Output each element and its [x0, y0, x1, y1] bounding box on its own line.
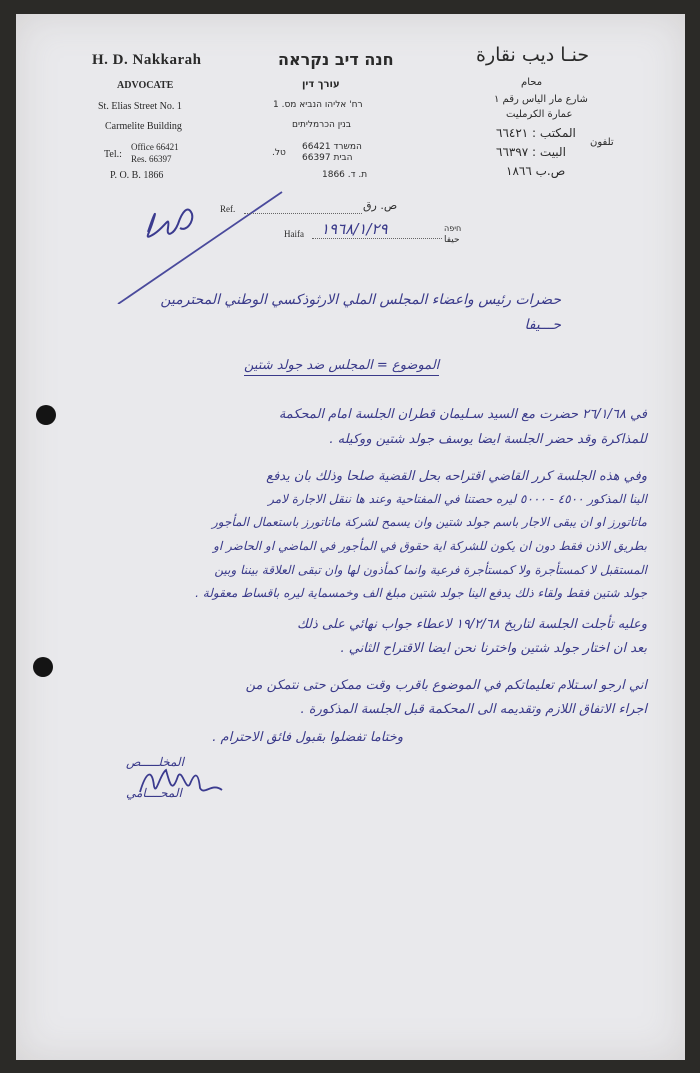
letterhead-title-ar: محام	[521, 77, 543, 88]
letterhead-title-en: ADVOCATE	[117, 80, 174, 91]
paragraph-2-line-5: المستقبل لا كمستأجرة ولا كمستأجرة فرعية وانما كمأذون لها وان تبقى العلاقة بيننا وبين	[214, 563, 647, 577]
haifa-label-he: חיפה	[444, 224, 462, 233]
paragraph-2-line-6: جولد شتين فقط ولقاء ذلك يدفع الينا جولد شتين مبلغ الف وخمسماية ليره باقساط معقولة .	[195, 586, 647, 600]
letterhead-pob-he: ת. ד. 1866	[322, 170, 368, 180]
ref-dotted-line	[244, 213, 362, 214]
letterhead-building-he: בנין הכרמליתים	[292, 120, 351, 130]
paragraph-1-line-1: في ٢٦/١/٦٨ حضرت مع السيد سـليمان قطران الجلسة امام المحكمة	[278, 407, 647, 422]
handwritten-initials	[114, 184, 294, 304]
letterhead-street-he: רח' אליהו הנביא מס. 1	[273, 100, 363, 110]
letterhead-office-he: המשרד 66421	[302, 142, 362, 152]
paragraph-4-line-1: اني ارجو اسـتلام تعليماتكم في الموضوع باقرب وقت ممكن حتى نتمكن من	[245, 678, 647, 693]
letterhead-pob-ar: ص.ب ١٨٦٦	[506, 164, 566, 178]
letterhead-res-en: Res. 66397	[131, 154, 172, 164]
date-dotted-line	[312, 238, 442, 239]
letterhead-street-ar: شارع مار الياس رقم ١	[494, 94, 588, 105]
letterhead-office-ar: المكتب : ٦٦٤٢١	[496, 126, 576, 140]
letterhead-tel-label-ar: تلفون	[590, 137, 614, 148]
letterhead-home-ar: البيت : ٦٦٣٩٧	[496, 145, 566, 159]
letterhead-title-he: עורך דין	[302, 79, 340, 90]
letterhead-street-en: St. Elias Street No. 1	[98, 101, 182, 112]
paragraph-3-line-2: بعد ان اختار جولد شتين واخترنا نحن ايضا الاقتراح الثاني .	[340, 641, 647, 656]
letterhead-name-en: H. D. Nakkarah	[92, 52, 202, 68]
closing-line-2: المحــــامي	[126, 786, 182, 800]
paragraph-1-line-2: للمذاكرة وقد حضر الجلسة ايضا يوسف جولد شتين ووكيله .	[329, 432, 647, 447]
haifa-label-ar: حيفا	[444, 235, 460, 245]
letter-date: ١٩٦٨/١/٢٩	[321, 220, 388, 238]
ref-label-ar: ص. رق	[363, 199, 398, 212]
letterhead-building-ar: عمارة الكرمليت	[506, 109, 573, 120]
letterhead-pob-en: P. O. B. 1866	[110, 170, 164, 181]
paragraph-3-line-1: وعليه تأجلت الجلسة لتاريخ ١٩/٢/٦٨ لاعطاء جواب نهائي على ذلك	[297, 617, 647, 632]
ref-label-en: Ref.	[220, 204, 236, 214]
paragraph-4-line-2: اجراء الاتفاق اللازم وتقديمه الى المحكمة قبل الجلسة المذكورة .	[300, 702, 647, 717]
letterhead-name-he: חנה דיב נקראה	[278, 50, 394, 69]
letterhead-tel-label-en: Tel.:	[104, 149, 122, 160]
punch-hole-top	[36, 405, 56, 425]
letterhead-tel-label-he: טל.	[272, 148, 286, 158]
letter-city: حـــيفا	[524, 317, 561, 333]
paragraph-2-line-4: بطريق الاذن فقط دون ان يكون للشركة اية حقوق في المأجور في الماضي او الحاضر او	[213, 539, 647, 553]
handwritten-signature	[134, 762, 234, 802]
letterhead-building-en: Carmelite Building	[105, 121, 182, 132]
letter-subject: الموضوع = المجلس ضد جولد شتين	[244, 358, 439, 376]
letter-recipient: حضرات رئيس واعضاء المجلس الملي الارثوذكسي الوطني المحترمين	[160, 292, 561, 308]
letterhead-home-he: הבית 66397	[302, 153, 353, 163]
paragraph-5-line-1: وختاما تفضلوا بقبول فائق الاحترام .	[212, 730, 403, 745]
paragraph-2-line-3: ماتاتورز او ان يبقى الاجار باسم جولد شتين وان يسمح لشركة ماتاتورز باستعمال المأجور	[212, 515, 647, 529]
closing-line-1: المخلـــــص	[126, 755, 184, 769]
letterhead-office-en: Office 66421	[131, 142, 179, 152]
letter-sheet	[16, 14, 685, 1060]
paragraph-2-line-2: الينا المذكور ٤٥٠٠ - ٥٠٠٠ ليره حصتنا في المفتاحية وعند ها ننقل الاجارة لامر	[268, 492, 647, 506]
haifa-label-en: Haifa	[284, 229, 304, 239]
letterhead-name-ar: حنـا ديب نقارة	[476, 44, 590, 66]
punch-hole-bottom	[33, 657, 53, 677]
paragraph-2-line-1: وفي هذه الجلسة كرر القاضي اقتراحه بحل القضية صلحا وذلك بان يدفع	[266, 469, 647, 484]
